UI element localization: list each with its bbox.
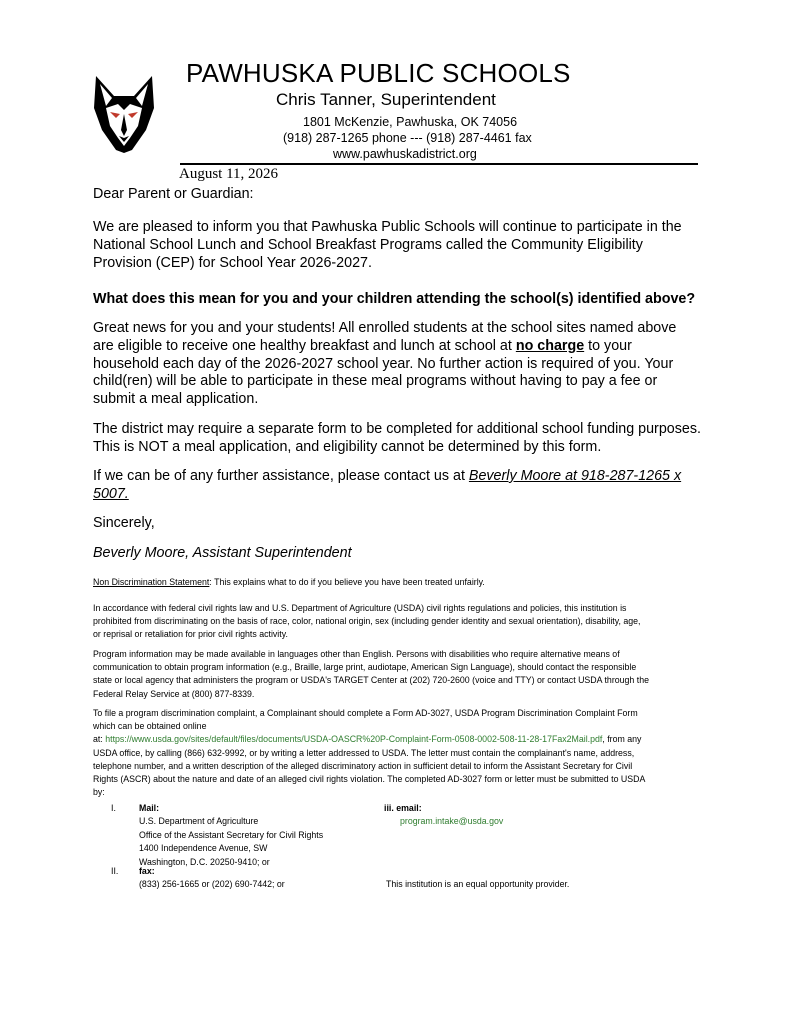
paragraph-line: which can be obtained online	[93, 721, 207, 732]
wolf-head-icon	[88, 74, 160, 154]
address-line: Washington, D.C. 20250-9410; or	[139, 856, 270, 867]
no-charge-emphasis: no charge	[515, 337, 585, 354]
complaint-form-link[interactable]: https://www.usda.gov/sites/default/files/documents/USDA-OASCR%20P-Complaint-Form-0508-0002-508-11-28-17Fax2Mail.pdf	[105, 734, 603, 745]
nondiscrimination-heading	[93, 576, 703, 589]
paragraph-text: to your	[588, 337, 632, 354]
phone-fax: (918) 287-1265 phone --- (918) 287-4461 fax	[283, 131, 532, 145]
paragraph-line: Program information may be made available in languages other than English. Persons with disabilities who require alternative means of	[93, 649, 620, 659]
list-marker: II.	[111, 866, 119, 876]
paragraph-line: USDA office, by calling (866) 632-9992, or by writing a letter addressed to USDA. The letter must contain the complainant's name, address,	[93, 747, 635, 758]
benefit-paragraph	[93, 320, 703, 409]
question-heading	[93, 291, 703, 309]
website: www.pawhuskadistrict.org	[333, 147, 477, 161]
paragraph-line: Rights (ASCR) about the nature and date of an alleged civil rights violation. The completed AD-3027 form or letter must be submitted to USDA	[93, 774, 646, 785]
address-line: U.S. Department of Agriculture	[139, 816, 259, 827]
address-line: Office of the Assistant Secretary for Civil Rights	[139, 829, 324, 840]
contact-link[interactable]: 5007.	[93, 485, 129, 502]
paragraph-line: We are pleased to inform you that Pawhuska Public Schools will continue to participate in the	[93, 219, 682, 235]
paragraph-line: or reprisal or retaliation for prior civil rights activity.	[93, 629, 288, 640]
paragraph-line	[93, 486, 703, 504]
question-text: What does this mean for you and your children attending the school(s) identified above?	[93, 291, 696, 307]
closing: Sincerely,	[93, 515, 155, 531]
paragraph-line	[93, 468, 703, 486]
paragraph-line: child(ren) will be able to participate in these meal programs without having to pay a fee or	[93, 373, 658, 390]
intro-paragraph	[93, 219, 703, 272]
fax-numbers: (833) 256-1665 or (202) 690-7442; or	[139, 879, 285, 890]
nds-paragraph	[93, 707, 703, 799]
list-marker: I.	[111, 803, 116, 813]
paragraph-line	[93, 338, 703, 356]
paragraph-text: at:	[93, 734, 106, 745]
letter-date: August 11, 2026	[179, 166, 279, 182]
email-link[interactable]: program.intake@usda.gov	[400, 816, 504, 826]
nds-paragraph	[93, 648, 703, 701]
paragraph-text: are eligible to receive one healthy breakfast and lunch at school at	[93, 337, 512, 354]
address-line: 1400 Independence Avenue, SW	[139, 843, 268, 854]
paragraph-text: If we can be of any further assistance, please contact us at	[93, 468, 465, 484]
nds-title: Non Discrimination Statement	[93, 577, 210, 587]
header-divider	[180, 163, 698, 165]
email-label: iii. email:	[384, 803, 422, 813]
paragraph-line: submit a meal application.	[93, 391, 259, 408]
paragraph-line: Great news for you and your students! All enrolled students at the school sites named above	[93, 320, 677, 336]
paragraph-line: Provision (CEP) for School Year 2026-2027.	[93, 254, 372, 271]
nds-title-tail: : This explains what to do if you believe you have been treated unfairly.	[209, 577, 485, 587]
paragraph-line: communication to obtain program information (e.g., Braille, large print, audiotape, American Sign Language), should contact the responsible	[93, 662, 637, 673]
paragraph-line: prohibited from discriminating on the basis of race, color, national origin, sex (including gender identity and sexual orientation), disability, age,	[93, 616, 641, 627]
funding-form-paragraph	[93, 421, 703, 457]
paragraph-line: telephone number, and a written description of the alleged discriminatory action in sufficient detail to inform the Assistant Secretary for Civil	[93, 760, 633, 771]
fax-label: fax:	[139, 866, 155, 876]
paragraph-line: This is NOT a meal application, and eligibility cannot be determined by this form.	[93, 438, 602, 455]
paragraph-text: , from any	[602, 734, 642, 745]
paragraph-line	[93, 733, 703, 746]
paragraph-line: The district may require a separate form to be completed for additional school funding purposes.	[93, 421, 701, 437]
equal-opportunity-statement: This institution is an equal opportunity provider.	[386, 879, 570, 889]
paragraph-line: state or local agency that administers the program or USDA's TARGET Center at (202) 720-2600 (voice and TTY) or contact USDA through the	[93, 675, 649, 686]
paragraph-line: To file a program discrimination complaint, a Complainant should complete a Form AD-3027, USDA Program Discrimination Complaint Form	[93, 708, 638, 718]
mail-label: Mail:	[139, 803, 160, 813]
school-address: 1801 McKenzie, Pawhuska, OK 74056	[303, 115, 518, 129]
signature: Beverly Moore, Assistant Superintendent	[93, 545, 352, 561]
paragraph-line: In accordance with federal civil rights law and U.S. Department of Agriculture (USDA) civil rights regulations and policies, this institution is	[93, 603, 627, 613]
nds-paragraph	[93, 602, 703, 642]
contact-link[interactable]: Beverly Moore at 918-287-1265 x	[468, 468, 682, 484]
paragraph-line: by:	[93, 787, 105, 798]
school-name: PAWHUSKA PUBLIC SCHOOLS	[186, 58, 571, 88]
paragraph-line: National School Lunch and School Breakfast Programs called the Community Eligibility	[93, 236, 643, 253]
salutation: Dear Parent or Guardian:	[93, 186, 254, 202]
superintendent-name: Chris Tanner, Superintendent	[276, 90, 496, 109]
paragraph-line: Federal Relay Service at (800) 877-8339.	[93, 688, 255, 699]
fax-block	[139, 865, 285, 892]
paragraph-line: household each day of the 2026-2027 school year. No further action is required of you. Your	[93, 355, 674, 372]
mail-address-block	[139, 802, 323, 869]
contact-paragraph	[93, 468, 703, 504]
